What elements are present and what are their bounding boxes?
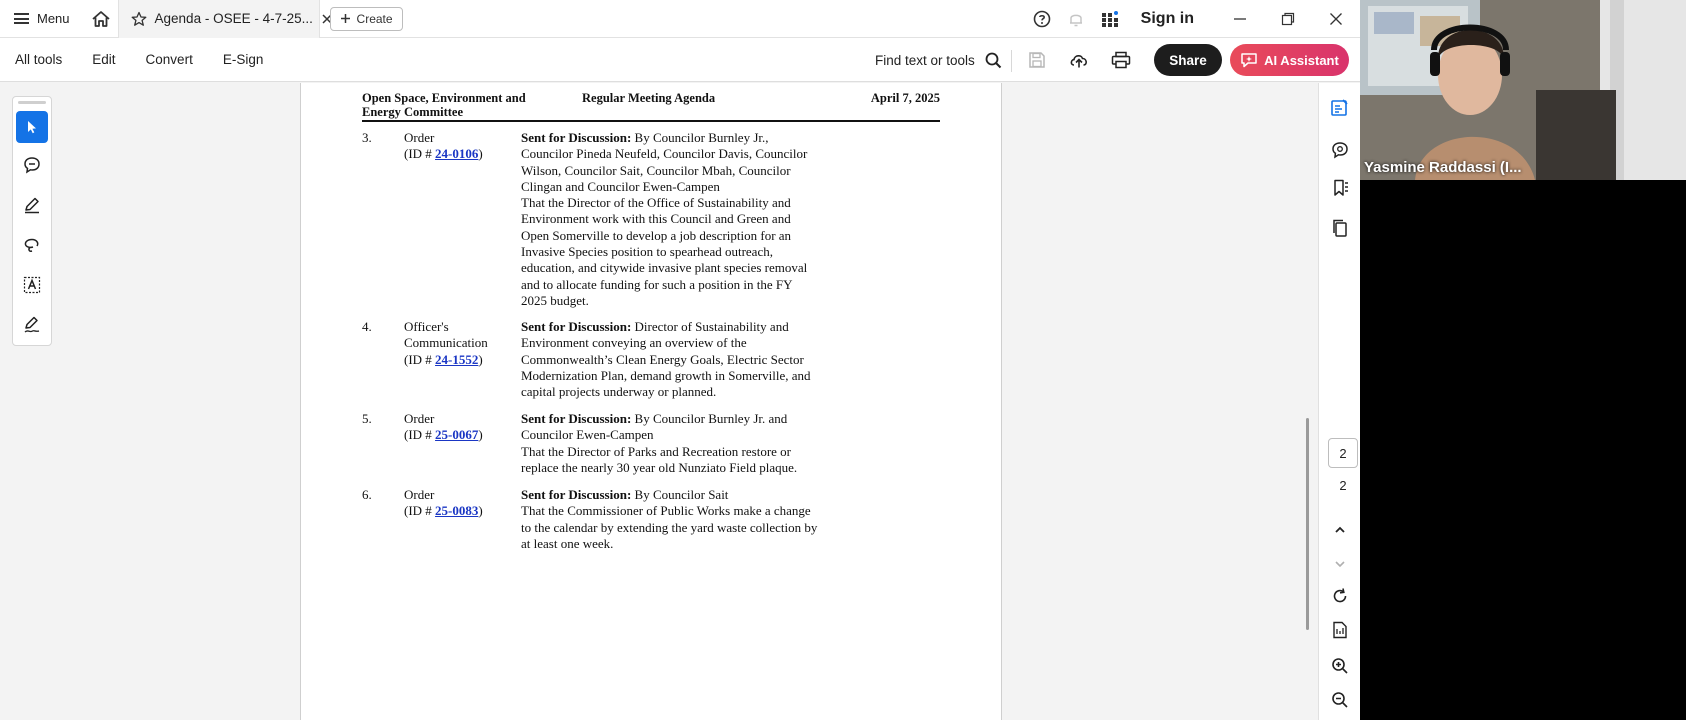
comments-icon <box>1330 140 1350 160</box>
item-id-suffix: ) <box>478 146 483 162</box>
save-icon <box>1028 51 1046 69</box>
header-committee-line1: Open Space, Environment and <box>362 91 526 105</box>
notifications-button[interactable] <box>1059 0 1093 38</box>
copy-pages-icon <box>1330 218 1350 238</box>
minimize-icon <box>1233 12 1247 26</box>
chevron-up-icon <box>1333 523 1347 537</box>
sent-label: Sent for Discussion: <box>521 487 632 502</box>
total-pages: 2 <box>1339 478 1347 493</box>
item-id <box>404 352 504 368</box>
comment-tool-button[interactable] <box>16 149 48 181</box>
edit-document-icon <box>1330 98 1350 118</box>
ai-assistant-button[interactable] <box>1230 44 1349 76</box>
desc-line: That the Commissioner of Public Works make a change <box>521 503 811 519</box>
page-up-button[interactable] <box>1319 515 1361 545</box>
item-number: 4. <box>362 319 372 334</box>
video-call-area <box>1360 0 1686 720</box>
close-window-button[interactable] <box>1312 0 1360 38</box>
bell-icon <box>1067 10 1085 28</box>
desc-line: Commonwealth’s Clean Energy Goals, Electric Sector <box>521 351 804 367</box>
apps-grid-icon <box>1101 10 1119 28</box>
desc-line: That the Director of Parks and Recreation restore or <box>521 443 792 459</box>
esign-menu[interactable]: E-Sign <box>222 52 264 67</box>
item-type-line: Communication <box>404 335 488 351</box>
sent-label: Sent for Discussion: <box>521 319 632 334</box>
desc-line: Councilor Pineda Neufeld, Councilor Davis, Councilor <box>521 146 808 162</box>
create-label: Create <box>356 11 393 26</box>
upload-button[interactable] <box>1064 38 1094 82</box>
item-id-link[interactable]: 24-0106 <box>435 146 479 162</box>
item-type <box>404 487 504 520</box>
signature-icon <box>23 316 41 334</box>
right-side-panel <box>1318 83 1360 720</box>
page-scroll-icon <box>1331 621 1349 639</box>
printer-icon <box>1111 51 1131 69</box>
desc-line: and to allocate funding for such a position in the FY <box>521 276 793 292</box>
lasso-icon <box>23 236 41 254</box>
item-description <box>521 130 841 309</box>
find-label: Find text or tools <box>875 52 975 68</box>
scroll-mode-button[interactable] <box>1319 615 1361 645</box>
participant-video[interactable] <box>1360 0 1686 180</box>
desc-line: Director of Sustainability and <box>631 319 789 334</box>
header-committee-line2: Energy Committee <box>362 105 464 119</box>
item-id-prefix: (ID # <box>404 146 436 162</box>
menu-label: Menu <box>37 11 70 26</box>
hamburger-icon <box>14 13 29 24</box>
desc-line: Councilor Ewen-Campen <box>521 427 654 443</box>
bookmark-icon <box>1330 178 1350 198</box>
highlight-tool-button[interactable] <box>16 189 48 221</box>
item-id <box>404 146 504 162</box>
header-agenda-title: Regular Meeting Agenda <box>582 91 716 105</box>
item-type-line: Order <box>404 411 435 426</box>
document-tab[interactable] <box>118 0 320 38</box>
menu-button[interactable] <box>0 0 84 38</box>
help-button[interactable] <box>1025 0 1059 38</box>
rail-grip[interactable] <box>18 101 46 104</box>
item-id-suffix: ) <box>478 427 483 443</box>
find-tools-button[interactable] <box>875 38 1002 82</box>
quick-tools-rail <box>12 96 52 346</box>
item-id-link[interactable]: 25-0067 <box>435 427 479 443</box>
item-id <box>404 503 504 519</box>
desc-line: education, and citywide invasive plant species removal <box>521 260 808 276</box>
participant-video-frame <box>1360 0 1686 180</box>
desc-line: Open Somerville to develop a job description for an <box>521 227 792 243</box>
desc-line: Environment conveying an overview of the <box>521 335 747 351</box>
item-type <box>404 319 504 368</box>
ai-assistant-label: AI Assistant <box>1264 52 1339 68</box>
draw-tool-button[interactable] <box>16 229 48 261</box>
zoom-in-icon <box>1331 657 1349 675</box>
chevron-down-icon <box>1333 557 1347 571</box>
desc-line: By Councilor Burnley Jr., <box>631 130 769 145</box>
share-button[interactable]: Share <box>1154 44 1222 76</box>
comments-panel-button[interactable] <box>1319 135 1361 165</box>
home-icon <box>91 10 111 28</box>
header-date: April 7, 2025 <box>870 91 940 105</box>
sent-label: Sent for Discussion: <box>521 130 632 145</box>
desc-line: 2025 budget. <box>521 292 589 308</box>
star-icon[interactable] <box>131 11 147 27</box>
document-page <box>300 83 1002 720</box>
help-icon <box>1033 10 1051 28</box>
sent-label: Sent for Discussion: <box>521 411 632 426</box>
desc-line: By Councilor Burnley Jr. and <box>631 411 788 426</box>
item-description <box>521 319 841 400</box>
item-id <box>404 427 504 443</box>
search-icon <box>985 52 1002 69</box>
title-bar-right <box>1025 0 1360 38</box>
text-select-icon <box>23 276 41 294</box>
item-id-prefix: (ID # <box>404 427 436 443</box>
item-type <box>404 130 504 163</box>
refresh-icon <box>1331 587 1349 605</box>
item-id-link[interactable]: 25-0083 <box>435 503 479 519</box>
close-icon <box>1329 12 1343 26</box>
print-button[interactable] <box>1106 38 1136 82</box>
participant-name: Yasmine Raddassi (I... <box>1364 159 1522 176</box>
item-id-prefix: (ID # <box>404 351 436 367</box>
minimize-button[interactable] <box>1216 0 1264 38</box>
create-button[interactable] <box>330 7 403 31</box>
desc-line: Wilson, Councilor Sait, Councilor Mbah, Councilor <box>521 162 791 178</box>
zoom-in-button[interactable] <box>1319 651 1361 681</box>
bookmarks-panel-button[interactable] <box>1319 173 1361 203</box>
item-type-line: Officer's <box>404 319 449 334</box>
home-button[interactable] <box>84 0 118 38</box>
desc-line: capital projects underway or planned. <box>521 384 717 400</box>
apps-button[interactable] <box>1093 0 1127 38</box>
all-tools-menu[interactable]: All tools <box>15 52 63 67</box>
pages-panel-button[interactable] <box>1319 213 1361 243</box>
toolbar-separator <box>1011 50 1012 72</box>
edit-pdf-panel-button[interactable] <box>1319 93 1361 123</box>
restore-button[interactable] <box>1264 0 1312 38</box>
item-number: 3. <box>362 130 372 145</box>
desc-line: to the calendar by extending the yard waste collection by <box>521 519 818 535</box>
item-id-suffix: ) <box>478 503 483 519</box>
cloud-upload-icon <box>1069 51 1089 69</box>
item-type-line: Order <box>404 487 435 502</box>
desc-line: By Councilor Sait <box>631 487 729 502</box>
item-type-line: Order <box>404 130 435 145</box>
title-bar <box>0 0 1360 38</box>
item-type <box>404 411 504 444</box>
ai-assistant-icon <box>1240 52 1258 68</box>
item-id-link[interactable]: 24-1552 <box>435 351 479 367</box>
save-button[interactable] <box>1022 38 1052 82</box>
sign-in-link[interactable]: Sign in <box>1140 10 1194 27</box>
item-number: 5. <box>362 411 372 426</box>
desc-line: That the Director of the Office of Sustainability and <box>521 195 791 211</box>
desc-line: Environment work with this Council and Green and <box>521 211 791 227</box>
desc-line: Invasive Species position to spearhead outreach, <box>521 244 773 260</box>
current-page-input[interactable]: 2 <box>1328 438 1358 468</box>
cursor-icon <box>24 119 40 135</box>
header-rule <box>362 120 940 122</box>
sign-tool-button[interactable] <box>16 309 48 341</box>
plus-icon <box>340 13 351 24</box>
zoom-out-button[interactable] <box>1319 685 1361 715</box>
vertical-scrollbar[interactable] <box>1306 418 1309 630</box>
main-toolbar <box>0 38 1360 82</box>
text-tool-button[interactable] <box>16 269 48 301</box>
tab-title: Agenda - OSEE - 4-7-25... <box>154 11 313 26</box>
item-id-suffix: ) <box>478 351 483 367</box>
desc-line: at least one week. <box>521 535 614 551</box>
pen-icon <box>23 196 41 214</box>
convert-menu[interactable]: Convert <box>145 52 193 67</box>
item-id-prefix: (ID # <box>404 503 436 519</box>
item-description <box>521 487 841 552</box>
desc-line: Modernization Plan, demand growth in Somerville, and <box>521 367 811 383</box>
item-description <box>521 411 841 476</box>
page-down-button[interactable] <box>1319 549 1361 579</box>
zoom-out-icon <box>1331 691 1349 709</box>
desc-line: replace the nearly 30 year old Nunziato Field plaque. <box>521 459 798 475</box>
rotate-button[interactable] <box>1319 581 1361 611</box>
select-tool-button[interactable] <box>16 111 48 143</box>
comment-icon <box>23 156 41 174</box>
restore-icon <box>1281 12 1295 26</box>
header-committee <box>362 91 542 119</box>
desc-line: Clingan and Councilor Ewen-Campen <box>521 178 720 194</box>
item-number: 6. <box>362 487 372 502</box>
edit-menu[interactable]: Edit <box>92 52 116 67</box>
